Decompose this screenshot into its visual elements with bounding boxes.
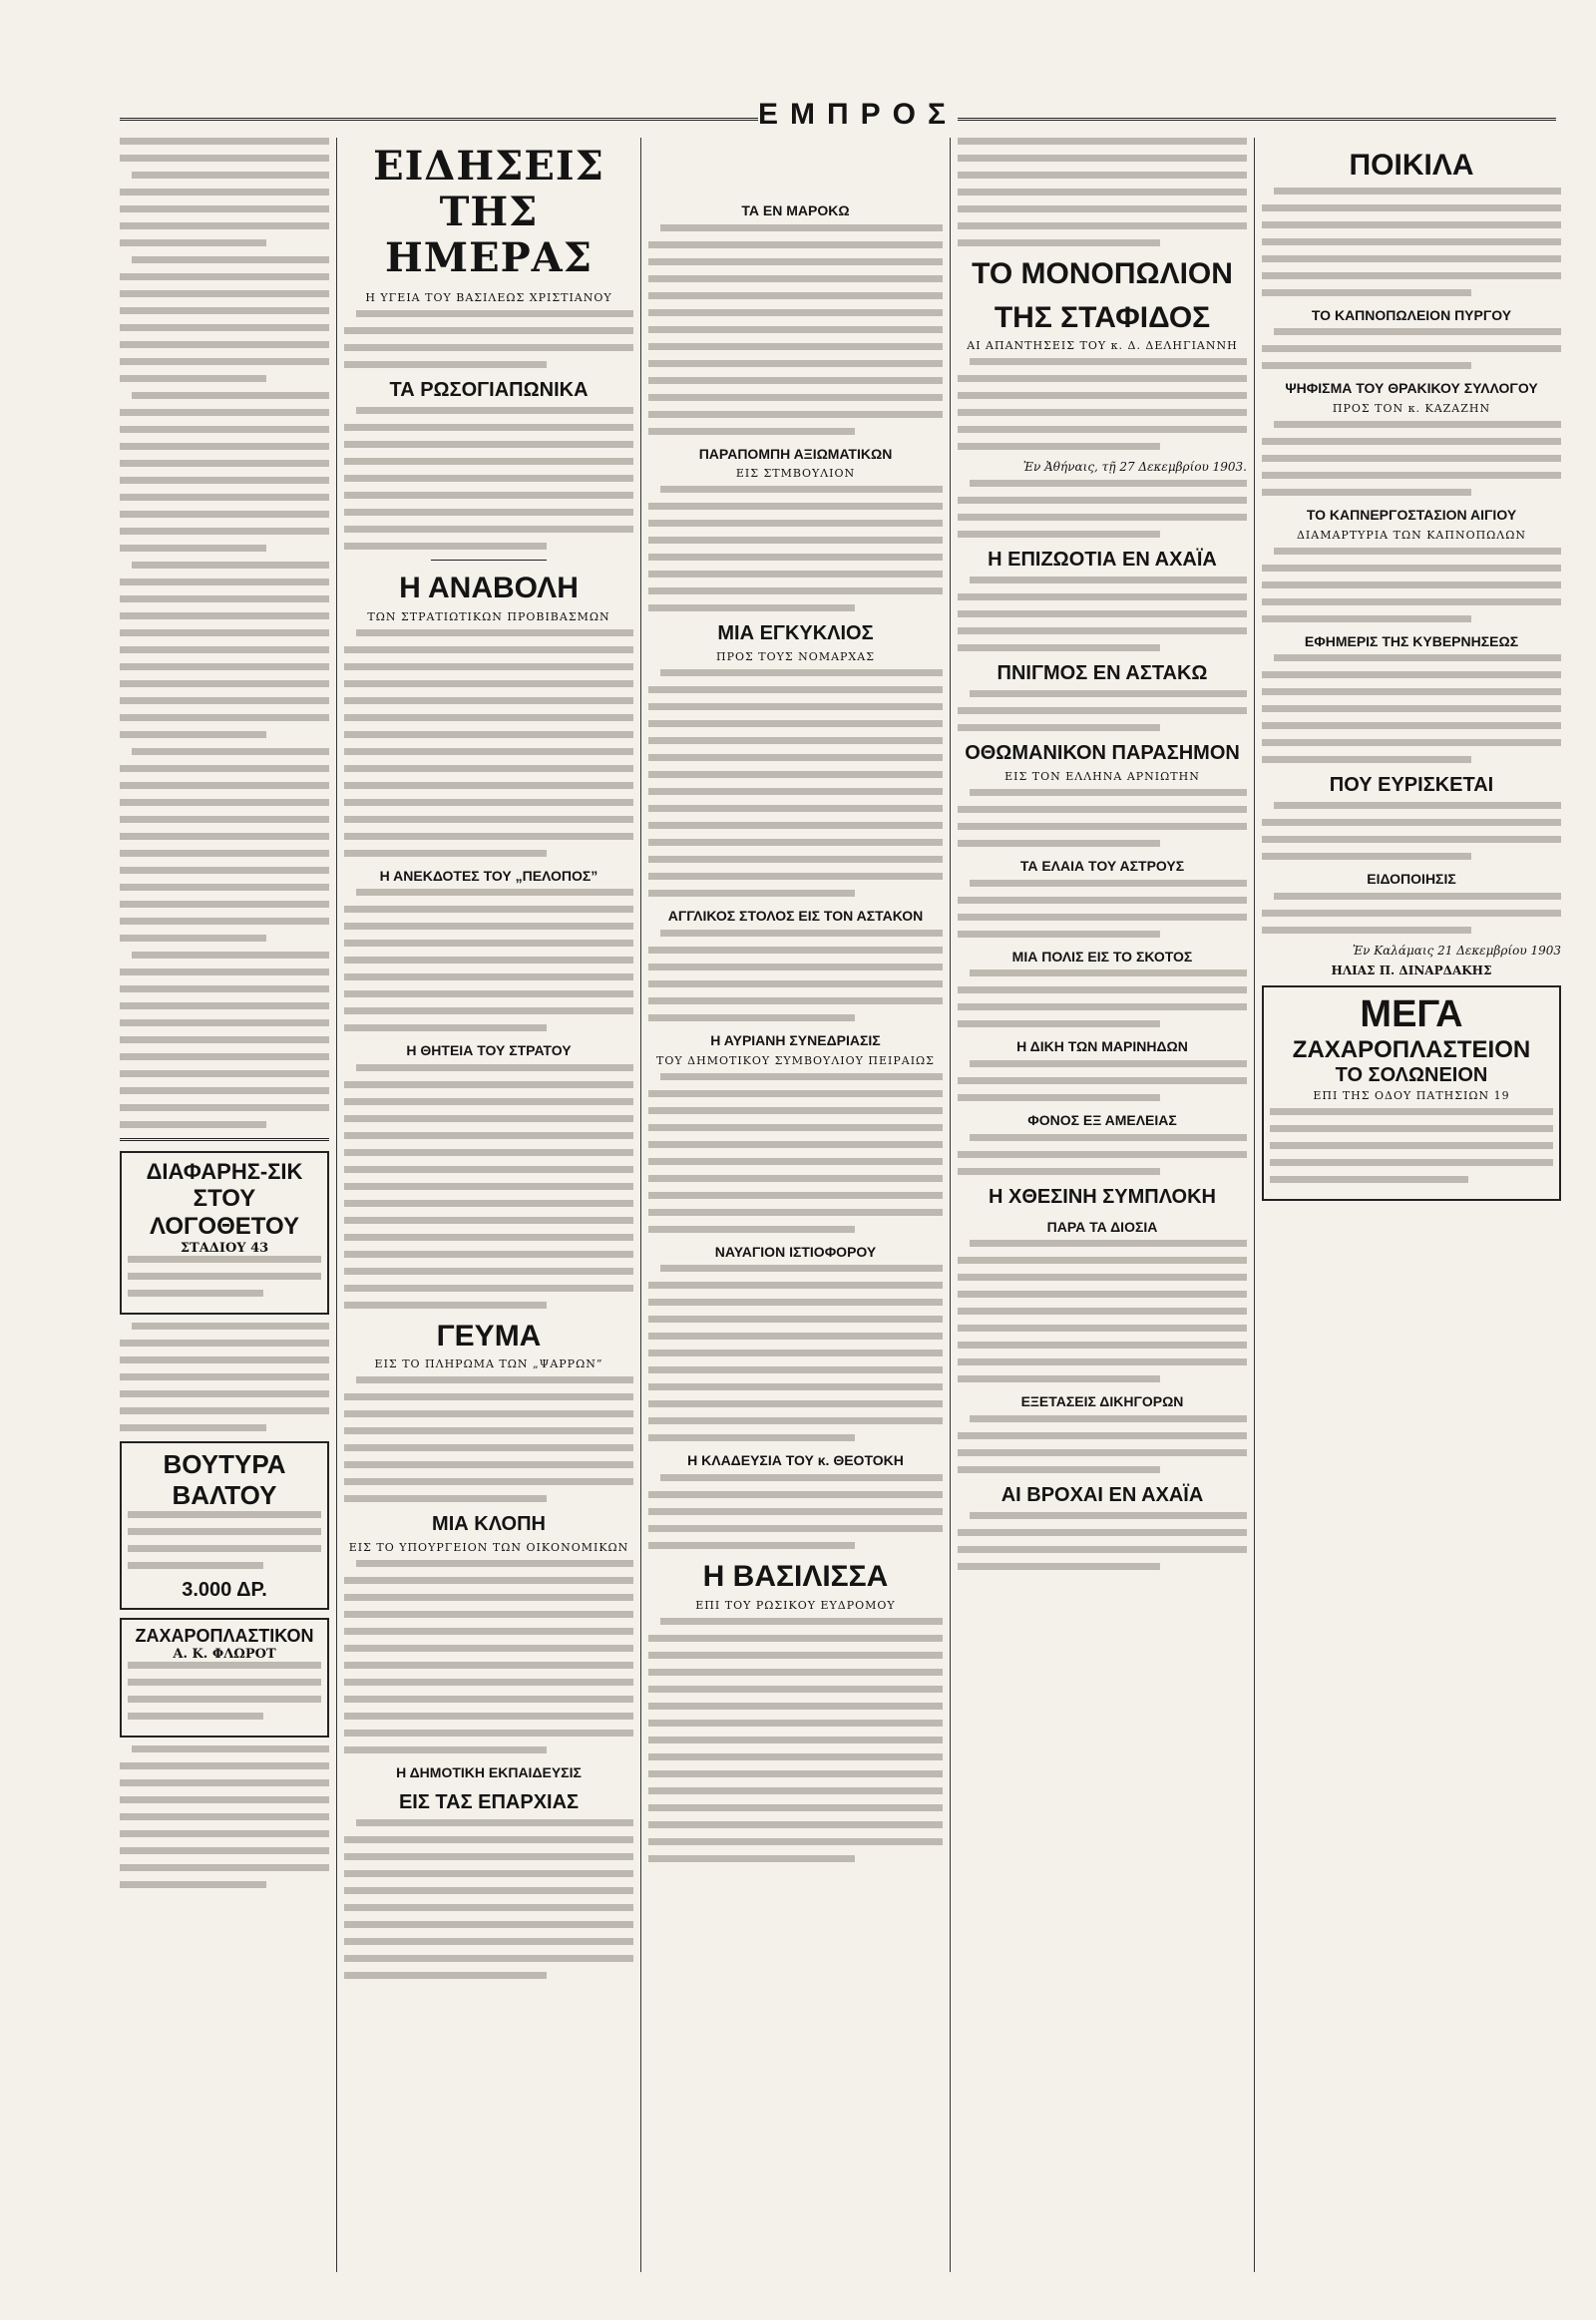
ad-title: ΖΑΧΑΡΟΠΛΑΣΤΙΚΟΝ: [135, 1626, 314, 1646]
column-divider: [1254, 138, 1255, 2272]
column-4: [958, 138, 1247, 1580]
section-heading: Η ΑΝΑΒΟΛΗ: [399, 572, 579, 604]
section-heading: Η ΔΙΚΗ ΤΩΝ ΜΑΡΙΝΗΔΩΝ: [1016, 1038, 1188, 1055]
section-heading: ΠΝΙΓΜΟΣ ΕΝ ΑΣΤΑΚΩ: [997, 662, 1208, 684]
text-block: [344, 407, 633, 550]
separator: [431, 560, 547, 561]
section-heading: ΜΙΑ ΕΓΚΥΚΛΙΟΣ: [717, 622, 874, 645]
dateline: Ἐν Ἀθήναις, τῇ 27 Δεκεμβρίου 1903.: [1022, 460, 1247, 474]
text-block: [120, 1745, 329, 1888]
subheadline: ΕΙΣ ΤΟ ΠΛΗΡΩΜΑ ΤΩΝ „ΨΑΡΡΩΝ”: [374, 1357, 603, 1371]
text-block: [648, 1474, 943, 1549]
text-block: [648, 1073, 943, 1233]
section-heading: ΠΟΥ ΕΥΡΙΣΚΕΤΑΙ: [1329, 774, 1494, 797]
section-heading: Η ΚΛΑΔΕΥΣΙΑ ΤΟΥ κ. ΘΕΟΤΟΚΗ: [687, 1452, 904, 1469]
ad-text: [128, 1511, 321, 1569]
text-block: [958, 358, 1247, 450]
text-block: [958, 1512, 1247, 1570]
section-heading: Η ΑΥΡΙΑΝΗ ΣΥΝΕΔΡΙΑΣΙΣ: [710, 1032, 881, 1049]
text-block: [958, 1134, 1247, 1175]
text-block: [958, 969, 1247, 1027]
section-heading: ΤΟ ΚΑΠΝΕΡΓΟΣΤΑΣΙΟΝ ΑΙΓΙΟΥ: [1306, 506, 1517, 523]
dateline: Ἐν Καλάμαις 21 Δεκεμβρίου 1903: [1352, 943, 1561, 958]
text-block: [344, 1064, 633, 1309]
text-block: [648, 224, 943, 435]
text-block: [1262, 548, 1561, 622]
section-heading: ΓΕΥΜΑ: [436, 1319, 542, 1353]
text-block: [958, 138, 1247, 246]
ad-address: ΕΠΙ ΤΗΣ ΟΔΟΥ ΠΑΤΗΣΙΩΝ 19: [1313, 1088, 1510, 1102]
text-block: [648, 1618, 943, 1862]
text-block: [1262, 421, 1561, 496]
ad-text: [128, 1256, 321, 1297]
section-heading: ΟΘΩΜΑΝΙΚΟΝ ΠΑΡΑΣΗΜΟΝ: [965, 742, 1240, 764]
ad-voutyra: [120, 1441, 329, 1610]
text-block: [958, 1060, 1247, 1101]
ad-title: ΖΑΧΑΡΟΠΛΑΣΤΕΙΟΝ: [1292, 1035, 1531, 1063]
section-heading: Η ΕΠΙΖΩΟΤΙΑ ΕΝ ΑΧΑΪΑ: [988, 549, 1217, 571]
section-heading: ΕΦΗΜΕΡΙΣ ΤΗΣ ΚΥΒΕΡΝΗΣΕΩΣ: [1304, 632, 1519, 649]
ad-text: [1270, 1108, 1553, 1183]
subheadline: ΠΡΟΣ ΤΟΝ κ. ΚΑΖΑΖΗΝ: [1332, 401, 1491, 415]
text-block: [648, 1265, 943, 1441]
subheadline: ΕΠΙ ΤΟΥ ΡΩΣΙΚΟΥ ΕΥΔΡΟΜΟΥ: [695, 1598, 896, 1612]
text-block: [648, 669, 943, 897]
separator: [120, 1138, 329, 1141]
text-block: [1262, 654, 1561, 763]
ad-diafaris: [120, 1151, 329, 1315]
section-heading: ΨΗΦΙΣΜΑ ΤΟΥ ΘΡΑΚΙΚΟΥ ΣΥΛΛΟΓΟΥ: [1285, 380, 1538, 397]
text-block: [1262, 802, 1561, 860]
masthead-title: ΕΜΠΡΟΣ: [758, 98, 959, 131]
section-heading: ΕΙΔΟΠΟΙΗΣΙΣ: [1367, 871, 1456, 888]
text-block: [958, 1240, 1247, 1382]
column-1: [120, 138, 329, 1898]
subheadline: Η ΥΓΕΙΑ ΤΟΥ ΒΑΣΙΛΕΩΣ ΧΡΙΣΤΙΑΝΟΥ: [365, 291, 612, 304]
section-heading: ΤΟ ΚΑΠΝΟΠΩΛΕΙΟΝ ΠΥΡΓΟΥ: [1311, 306, 1512, 323]
subheadline: ΔΙΑΜΑΡΤΥΡΙΑ ΤΩΝ ΚΑΠΝΟΠΩΛΩΝ: [1296, 528, 1526, 542]
text-block: [120, 138, 329, 1128]
text-block: [1262, 328, 1561, 369]
section-heading: ΤΑ ΕΝ ΜΑΡΟΚΩ: [741, 202, 850, 218]
text-block: [344, 1819, 633, 1979]
ad-title: ΜΕΓΑ: [1360, 992, 1463, 1035]
section-heading: ΕΞΕΤΑΣΕΙΣ ΔΙΚΗΓΟΡΩΝ: [1020, 1393, 1184, 1410]
column-divider: [336, 138, 337, 2272]
text-block: [120, 1323, 329, 1431]
column-divider: [950, 138, 951, 2272]
ad-address: ΣΤΑΔΙΟΥ 43: [180, 1241, 269, 1256]
section-heading: ΠΑΡΑΠΟΜΠΗ ΑΞΙΩΜΑΤΙΚΩΝ: [698, 445, 893, 462]
text-block: [648, 486, 943, 611]
text-block: [344, 1560, 633, 1753]
subheadline: ΠΡΟΣ ΤΟΥΣ ΝΟΜΑΡΧΑΣ: [716, 650, 875, 664]
section-heading: ΑΓΓΛΙΚΟΣ ΣΤΟΛΟΣ ΕΙΣ ΤΟΝ ΑΣΤΑΚΟΝ: [667, 908, 924, 925]
section-heading: ΤΑ ΕΛΑΙΑ ΤΟΥ ΑΣΤΡΟΥΣ: [1019, 858, 1185, 874]
text-block: [958, 690, 1247, 731]
ad-store: ΣΤΟΥ ΛΟΓΟΘΕΤΟΥ: [149, 1185, 300, 1240]
section-heading: ΑΙ ΒΡΟΧΑΙ ΕΝ ΑΧΑΪΑ: [1000, 1484, 1204, 1507]
section-heading: Η ΧΘΕΣΙΝΗ ΣΥΜΠΛΟΚΗ: [989, 1185, 1216, 1208]
text-block: [958, 577, 1247, 651]
text-block: [958, 880, 1247, 938]
ad-title: ΔΙΑΦΑΡΗΣ-ΣΙΚ: [146, 1159, 303, 1184]
section-heading: ΦΟΝΟΣ ΕΞ ΑΜΕΛΕΙΑΣ: [1027, 1112, 1177, 1129]
ad-title: ΤΟ ΣΟΛΩΝΕΙΟΝ: [1335, 1063, 1488, 1086]
column-3: [648, 138, 943, 1872]
ad-title: ΒΟΥΤΥΡΑ ΒΑΛΤΟΥ: [163, 1449, 286, 1510]
section-heading: ΜΙΑ ΚΛΟΠΗ: [432, 1513, 546, 1536]
text-block: [648, 930, 943, 1021]
ad-price: 3.000 ΔΡ.: [182, 1579, 267, 1601]
text-block: [958, 1415, 1247, 1473]
section-heading: Η ΑΝΕΚΔΟΤΕΣ ΤΟΥ „ΠΕΛΟΠΟΣ”: [379, 867, 598, 884]
subheadline: ΤΟΥ ΔΗΜΟΤΙΚΟΥ ΣΥΜΒΟΥΛΙΟΥ ΠΕΙΡΑΙΩΣ: [656, 1053, 935, 1067]
section-heading: ΕΙΣ ΤΑΣ ΕΠΑΡΧΙΑΣ: [398, 1791, 580, 1814]
subheadline: ΤΩΝ ΣΤΡΑΤΙΩΤΙΚΩΝ ΠΡΟΒΙΒΑΣΜΩΝ: [367, 609, 610, 623]
column-2: [344, 138, 633, 1989]
subheadline: ΕΙΣ ΤΟΝ ΕΛΛΗΝΑ ΑΡΝΙΩΤΗΝ: [1004, 770, 1200, 783]
text-block: [344, 310, 633, 368]
section-heading: Η ΘΗΤΕΙΑ ΤΟΥ ΣΤΡΑΤΟΥ: [406, 1042, 572, 1059]
text-block: [1262, 893, 1561, 934]
section-heading: ΤΗΣ ΣΤΑΦΙΔΟΣ: [994, 300, 1211, 334]
text-block: [958, 789, 1247, 847]
ad-soloneion: [1262, 985, 1561, 1201]
text-block: [1262, 188, 1561, 296]
ad-text: [128, 1662, 321, 1720]
section-heading: ΤΟ ΜΟΝΟΠΩΛΙΟΝ: [972, 257, 1233, 290]
column-divider: [640, 138, 641, 2272]
section-heading: ΜΙΑ ΠΟΛΙΣ ΕΙΣ ΤΟ ΣΚΟΤΟΣ: [1011, 948, 1193, 965]
section-heading: ΠΟΙΚΙΛΑ: [1349, 149, 1474, 182]
section-heading: Η ΔΗΜΟΤΙΚΗ ΕΚΠΑΙΔΕΥΣΙΣ: [396, 1764, 582, 1781]
text-block: [958, 480, 1247, 538]
subheadline: ΠΑΡΑ ΤΑ ΔΙΟΣΙΑ: [1046, 1218, 1158, 1235]
text-block: [344, 889, 633, 1031]
section-heading: ΝΑΥΑΓΙΟΝ ΙΣΤΙΟΦΟΡΟΥ: [714, 1243, 877, 1260]
ad-zaharoplastikon: [120, 1618, 329, 1738]
ad-sub: Α. Κ. ΦΛΩΡΟΤ: [173, 1647, 276, 1662]
section-heading: ΤΑ ΡΩΣΟΓΙΑΠΩΝΙΚΑ: [389, 379, 589, 401]
main-headline: ΕΙΔΗΣΕΙΣ ΤΗΣ ΗΜΕΡΑΣ: [373, 143, 604, 281]
subheadline: ΑΙ ΑΠΑΝΤΗΣΕΙΣ ΤΟΥ κ. Δ. ΔΕΛΗΓΙΑΝΝΗ: [967, 339, 1238, 352]
text-block: [344, 1376, 633, 1502]
subheadline: ΕΙΣ ΤΟ ΥΠΟΥΡΓΕΙΟΝ ΤΩΝ ΟΙΚΟΝΟΜΙΚΩΝ: [348, 1541, 629, 1555]
subheadline: ΕΙΣ ΣΤΜΒΟΥΛΙΟΝ: [735, 467, 856, 481]
column-5: [1262, 138, 1561, 1209]
section-heading: Η ΒΑΣΙΛΙΣΣΑ: [702, 1560, 889, 1594]
signature: ΗΛΙΑΣ Π. ΔΙΝΑΡΔΑΚΗΣ: [1331, 963, 1492, 977]
masthead: [120, 96, 1556, 134]
text-block: [344, 629, 633, 857]
